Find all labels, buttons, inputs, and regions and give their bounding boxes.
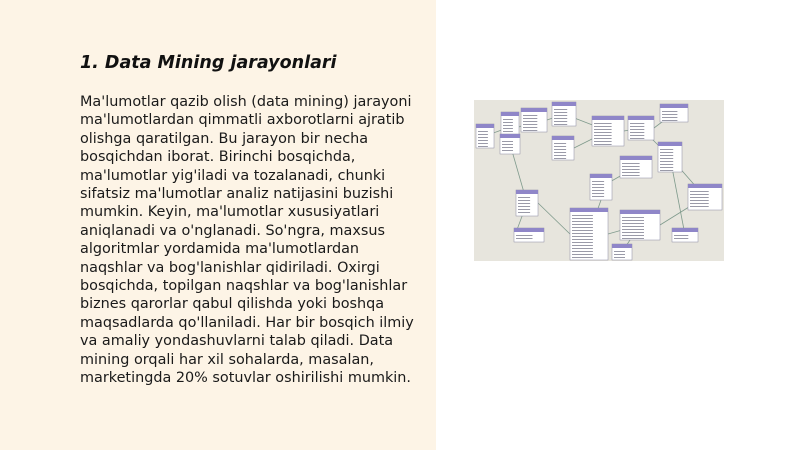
table-field [478,137,488,138]
table-field [572,224,593,225]
table-field [630,126,644,127]
table-field [502,150,513,151]
table-header [476,124,494,128]
table-field [594,129,612,130]
table-field [572,215,593,216]
table-field [662,111,677,112]
table-field [523,118,537,119]
schema-table [552,102,576,126]
schema-table [500,134,520,154]
table-field [660,164,673,165]
table-field [554,158,566,159]
table-header [620,156,652,160]
table-field [554,143,566,144]
table-field [594,123,612,124]
schema-table [514,228,544,242]
table-field [690,200,709,201]
schema-table [628,116,654,140]
table-field [478,140,488,141]
table-field [674,235,688,236]
table-field [572,233,593,234]
table-field [572,221,593,222]
table-field [594,144,612,145]
schema-svg [474,100,724,261]
table-header [590,174,612,178]
table-field [614,257,625,258]
table-field [554,121,567,122]
table-field [622,232,644,233]
table-field [622,235,644,236]
table-field [554,149,566,150]
slide-paragraph: Ma'lumotlar qazib olish (data mining) jarayoni ma'lumotlardan qimmatli axborotlarni ajratib olishga qaratilgan. Bu jarayon bir necha bosqichdan iborat. Birinchi bosqichda, ma'lumotlar yig'iladi va tozalanadi, chunki sifatsiz ma'lumotlar analiz natijasini buzishi mumkin. Keyin, ma'lumotlar xususiyatlari aniqlanadi va o'nglanadi. So'ngra, maxsus algoritmlar yordamida ma'lumotlardan naqshlar va bog'lanishlar qidiriladi. Oxirgi bosqichda, topilgan naqshlar va bog'lanishlar biznes qarorlar qabul qilishda yoki boshqa maqsadlarda qo'llaniladi. Har bir bosqich ilmiy va amaliy yondashuvlarni talab qiladi. Data mining orqali har xil sohalarda, masalan, marketingda 20% sotuvlar oshirilishi mumkin. [80,94,414,387]
table-field [662,117,677,118]
table-field [622,163,640,164]
schema-table [592,116,624,146]
table-field [572,236,593,237]
schema-table [516,190,538,216]
table-field [622,166,640,167]
schema-table [688,184,722,210]
table-field [630,129,644,130]
database-schema-diagram [474,100,724,261]
table-field [622,223,644,224]
table-header [658,142,682,146]
table-field [594,135,612,136]
table-field [572,239,593,240]
schema-tables [476,102,722,260]
table-field [622,229,644,230]
table-header [552,102,576,106]
schema-table [590,174,612,200]
table-field [503,119,513,120]
table-field [660,155,673,156]
table-field [572,218,593,219]
table-field [690,191,709,192]
table-header [501,112,519,116]
table-field [518,197,530,198]
table-field [518,209,530,210]
table-field [614,251,625,252]
table-field [630,135,644,136]
table-header [620,210,660,214]
table-field [518,212,530,213]
table-field [554,146,566,147]
table-field [516,235,533,236]
table-field [502,147,513,148]
table-field [592,184,604,185]
table-field [554,124,567,125]
schema-table [570,208,608,260]
table-field [594,138,612,139]
table-field [478,143,488,144]
table-field [572,230,593,231]
table-field [523,127,537,128]
schema-table [658,142,682,172]
table-field [572,227,593,228]
table-header [500,134,520,138]
table-field [592,181,604,182]
table-field [572,245,593,246]
table-field [622,175,640,176]
table-field [592,193,604,194]
table-header [552,136,574,140]
table-field [662,114,677,115]
table-field [554,112,567,113]
table-field [622,220,644,221]
table-field [523,121,537,122]
table-header [660,104,688,108]
table-field [518,206,530,207]
table-field [594,132,612,133]
schema-table [612,244,632,260]
table-field [503,122,513,123]
table-field [592,190,604,191]
schema-table [660,104,688,122]
table-field [660,158,673,159]
table-field [614,254,625,255]
table-header [628,116,654,120]
table-field [660,170,673,171]
table-field [594,141,612,142]
schema-table [620,156,652,178]
table-field [660,152,673,153]
table-field [502,141,513,142]
table-field [503,131,513,132]
schema-table [521,108,547,132]
table-field [554,118,567,119]
table-field [622,169,640,170]
schema-table [476,124,494,148]
table-field [622,238,644,239]
table-field [478,134,488,135]
table-field [572,251,593,252]
table-field [523,124,537,125]
table-header [514,228,544,232]
table-field [660,167,673,168]
table-field [622,217,644,218]
schema-table [620,210,660,240]
table-field [594,126,612,127]
table-field [674,238,688,239]
table-field [516,238,533,239]
table-field [660,161,673,162]
table-field [572,254,593,255]
schema-table [672,228,698,242]
table-field [554,152,566,153]
table-field [630,123,644,124]
table-header [688,184,722,188]
table-field [630,132,644,133]
table-field [622,226,644,227]
table-field [503,128,513,129]
table-field [502,144,513,145]
table-field [478,131,488,132]
table-header [516,190,538,194]
table-field [592,187,604,188]
table-field [690,197,709,198]
table-field [662,120,677,121]
table-field [523,115,537,116]
table-field [518,203,530,204]
table-header [521,108,547,112]
table-field [690,206,709,207]
table-header [570,208,608,212]
table-field [518,200,530,201]
table-field [690,203,709,204]
table-field [554,155,566,156]
table-field [478,146,488,147]
table-header [592,116,624,120]
table-field [592,196,604,197]
table-field [572,257,593,258]
table-field [572,248,593,249]
table-field [554,109,567,110]
table-field [660,149,673,150]
table-field [503,125,513,126]
table-field [554,115,567,116]
table-field [572,242,593,243]
table-field [622,172,640,173]
slide-title: 1. Data Mining jarayonlari [80,53,337,73]
table-header [612,244,632,248]
schema-table [552,136,574,160]
table-field [523,130,537,131]
table-field [690,194,709,195]
table-field [630,138,644,139]
table-header [672,228,698,232]
